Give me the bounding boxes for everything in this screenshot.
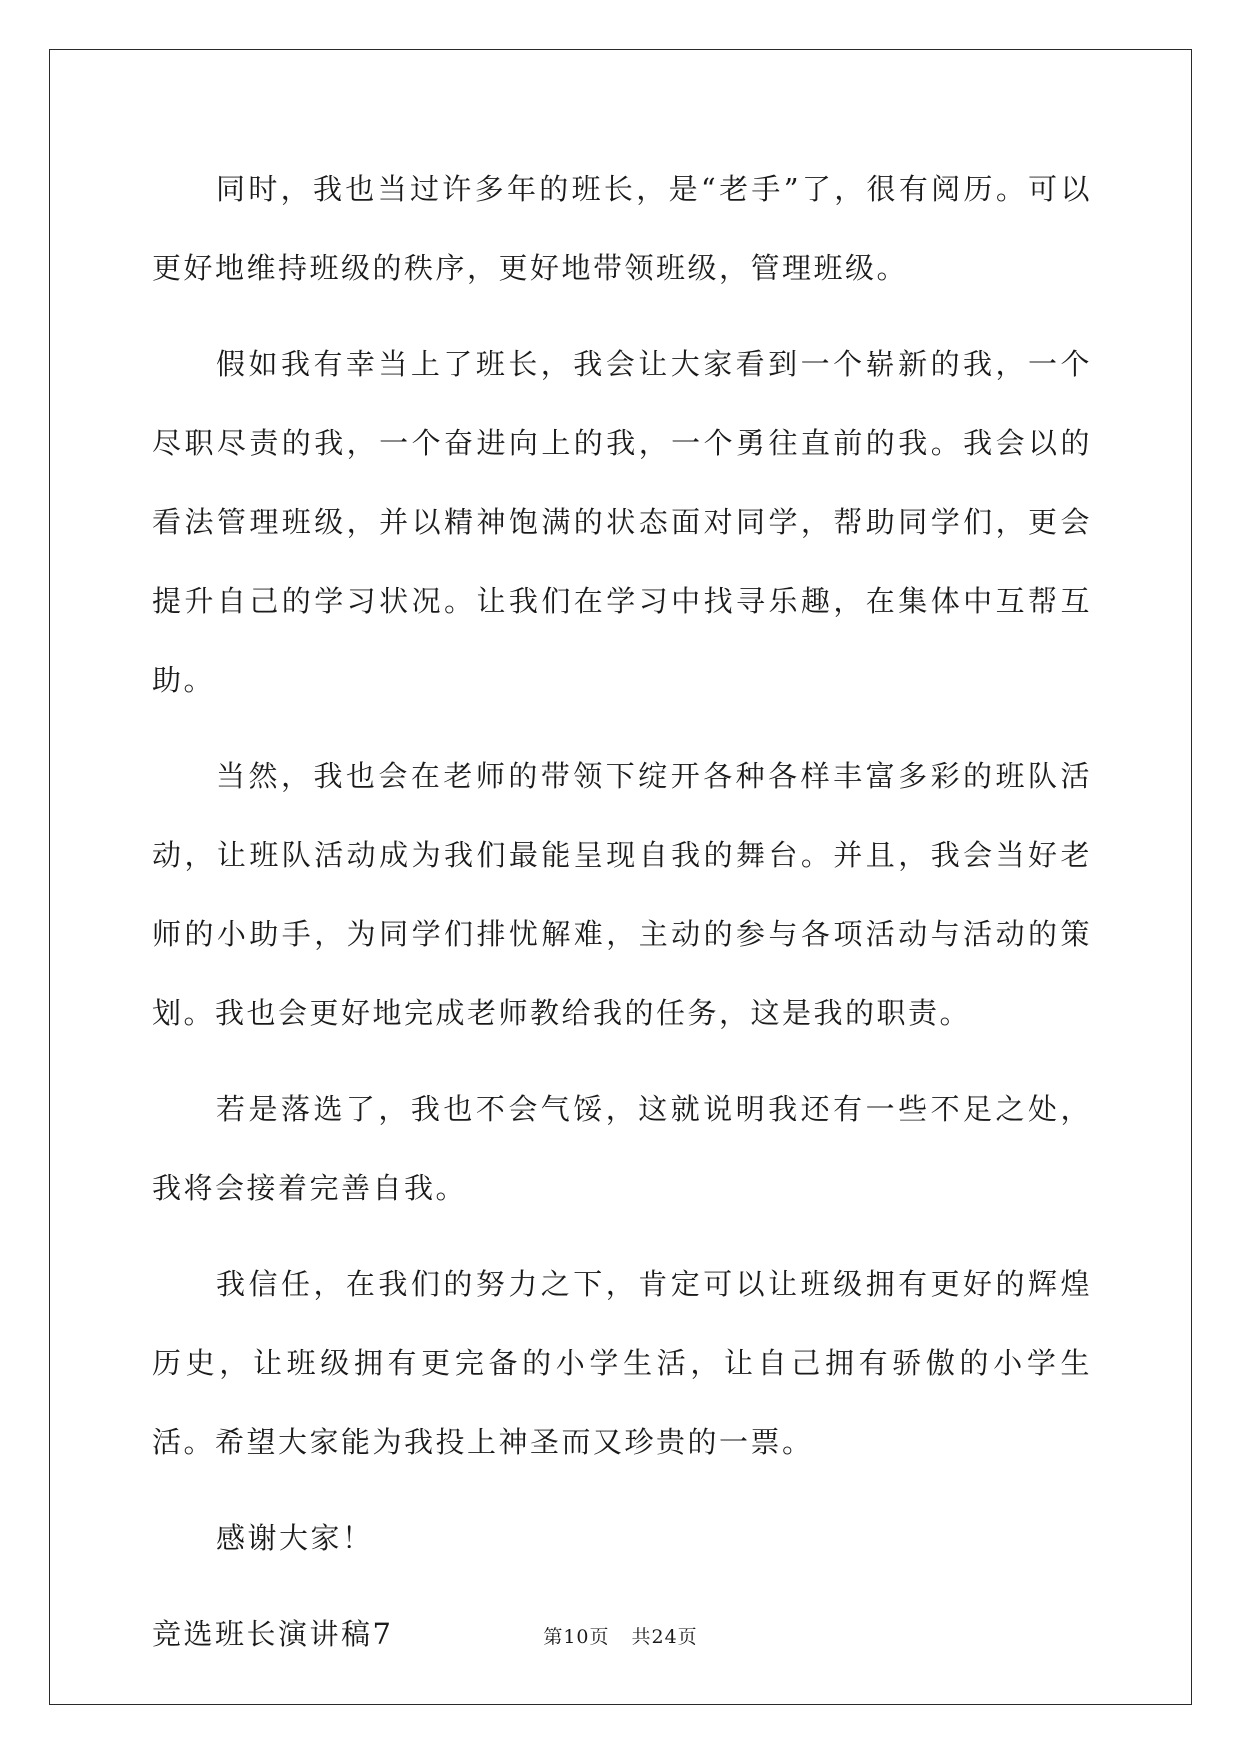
page-footer	[0, 1622, 1241, 1649]
paragraph: 感谢大家！	[216, 1521, 374, 1555]
total-pages-label: 共24页	[631, 1626, 698, 1648]
paragraph: 若是落选了，我也不会气馁，这就说明我还有一些不足之处，我将会接着完善自我。	[152, 1092, 1092, 1205]
paragraph: 假如我有幸当上了班长，我会让大家看到一个崭新的我，一个尽职尽责的我，一个奋进向上的我，一个勇往直前的我。我会以的看法管理班级，并以精神饱满的状态面对同学，帮助同学们，更会提升自己的学习状况。让我们在学习中找寻乐趣，在集体中互帮互助。	[152, 347, 1092, 697]
paragraph: 同时，我也当过许多年的班长，是“老手”了，很有阅历。可以更好地维持班级的秩序，更好地带领班级，管理班级。	[152, 172, 1092, 285]
paragraph: 我信任，在我们的努力之下，肯定可以让班级拥有更好的辉煌历史，让班级拥有更完备的小学生活，让自己拥有骄傲的小学生活。希望大家能为我投上神圣而又珍贵的一票。	[152, 1267, 1092, 1459]
current-page-label: 第10页	[543, 1626, 610, 1648]
section-heading: 竞选班长演讲稿7	[152, 1617, 394, 1651]
document-body	[152, 150, 1092, 1674]
paragraph: 当然，我也会在老师的带领下绽开各种各样丰富多彩的班队活动，让班队活动成为我们最能呈现自我的舞台。并且，我会当好老师的小助手，为同学们排忧解难，主动的参与各项活动与活动的策划。我也会更好地完成老师教给我的任务，这是我的职责。	[152, 759, 1092, 1030]
